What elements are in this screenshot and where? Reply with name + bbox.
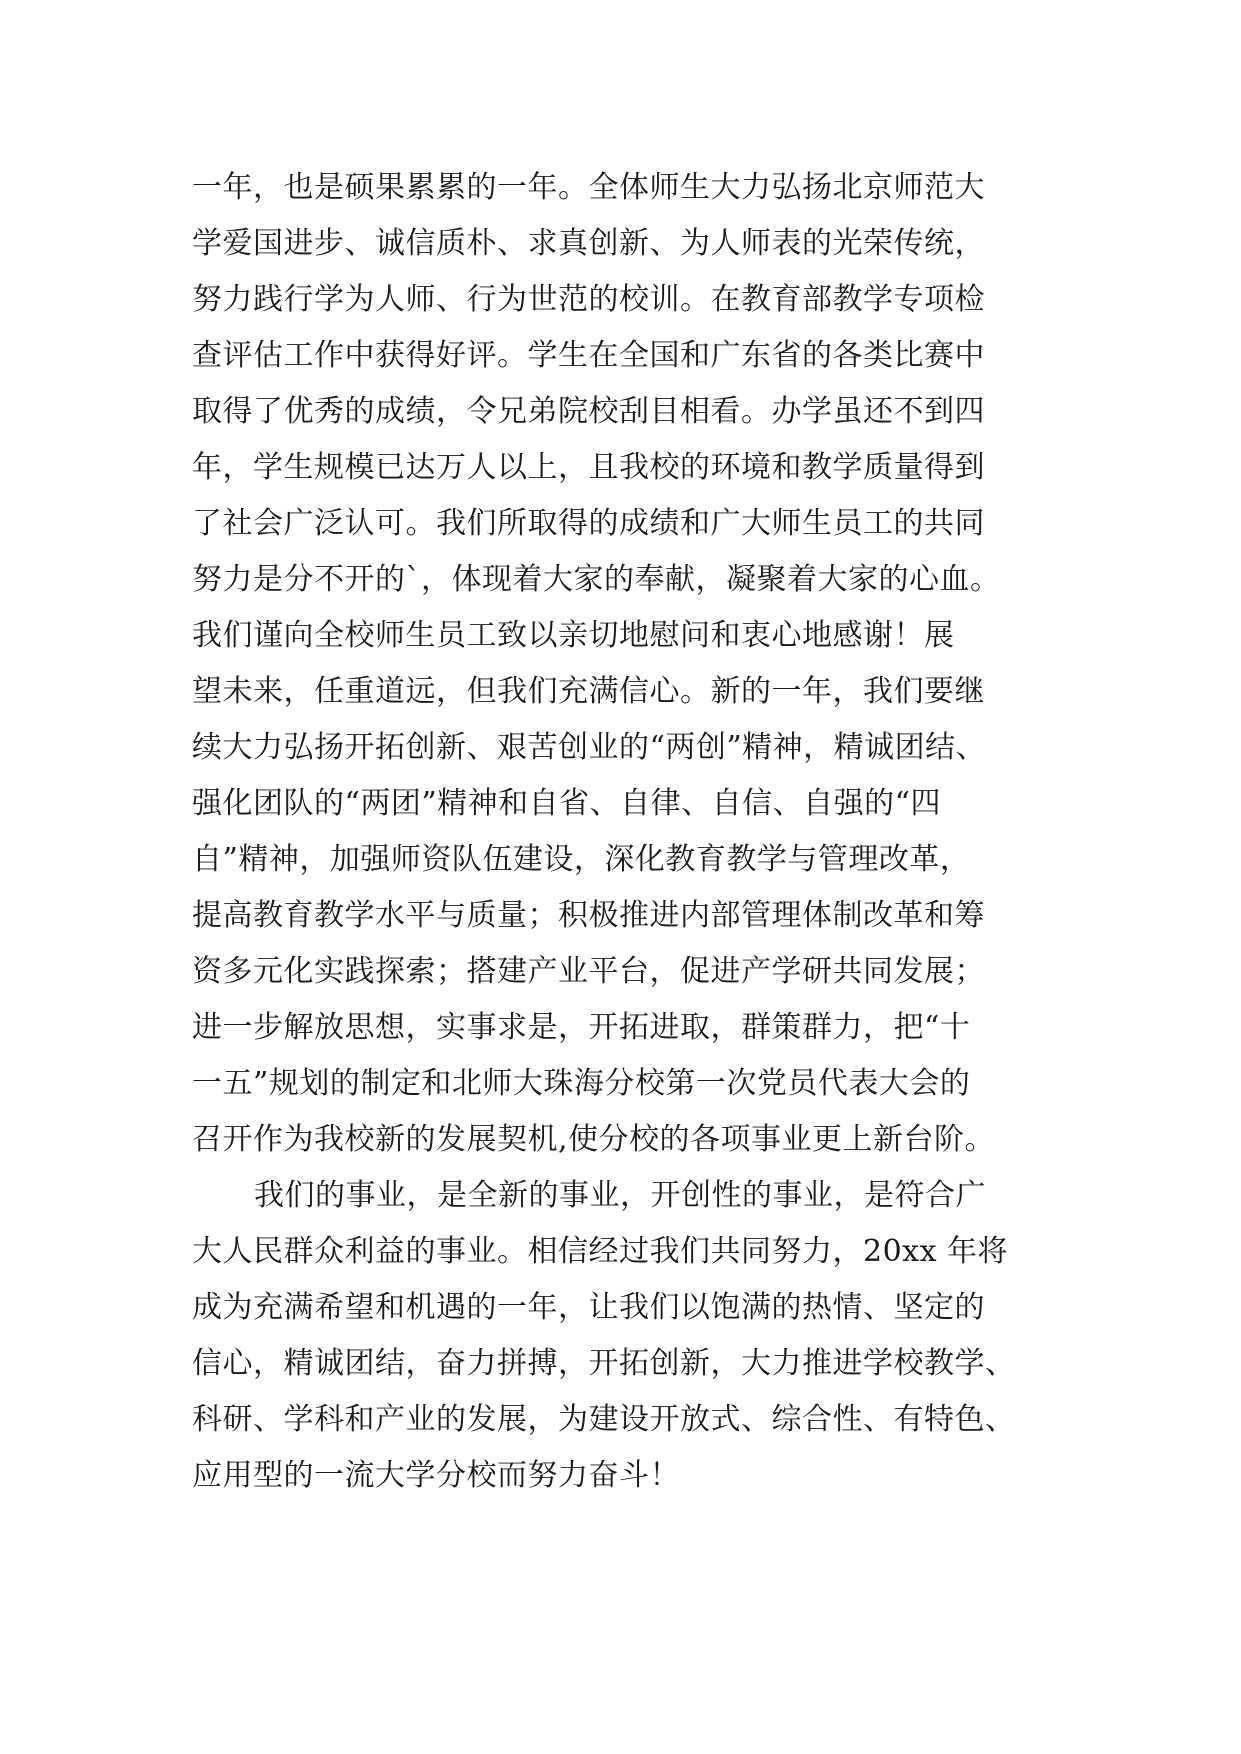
text-line: 一五”规划的制定和北师大珠海分校第一次党员代表大会的 <box>192 1066 971 1101</box>
text-line: 强化团队的“两团”精神和自省、自律、自信、自强的“四 <box>192 786 942 821</box>
text-line: 成为充满希望和机遇的一年，让我们以饱满的热情、坚定的 <box>192 1290 985 1325</box>
text-line: 我们谨向全校师生员工致以亲切地慰问和衷心地感谢！展 <box>192 618 955 653</box>
text-line: 大人民群众利益的事业。相信经过我们共同努力，20xx 年将 <box>192 1234 1009 1269</box>
text-line: 努力践行学为人师、行为世范的校训。在教育部教学专项检 <box>192 282 985 317</box>
text-line: 取得了优秀的成绩，令兄弟院校刮目相看。办学虽还不到四 <box>192 394 985 429</box>
text-line: 努力是分不开的`，体现着大家的奉献，凝聚着大家的心血。 <box>192 562 1001 597</box>
text-line: 召开作为我校新的发展契机,使分校的各项事业更上新台阶。 <box>192 1122 996 1157</box>
text-line: 应用型的一流大学分校而努力奋斗！ <box>192 1458 680 1493</box>
text-line: 年，学生规模已达万人以上，且我校的环境和教学质量得到 <box>192 450 985 485</box>
paragraph-2 <box>192 1168 1072 1504</box>
text-line: 望未来，任重道远，但我们充满信心。新的一年，我们要继 <box>192 674 985 709</box>
text-line: 资多元化实践探索；搭建产业平台，促进产学研共同发展； <box>192 954 985 989</box>
paragraph-1 <box>192 160 1072 1168</box>
text-line: 一年，也是硕果累累的一年。全体师生大力弘扬北京师范大 <box>192 170 985 205</box>
text-line: 提高教育教学水平与质量；积极推进内部管理体制改革和筹 <box>192 898 985 933</box>
text-line: 信心，精诚团结，奋力拼搏，开拓创新，大力推进学校教学、 <box>192 1346 1016 1381</box>
text-line: 查评估工作中获得好评。学生在全国和广东省的各类比赛中 <box>192 338 985 373</box>
text-line: 自”精神，加强师资队伍建设，深化教育教学与管理改革， <box>192 842 971 877</box>
text-line: 学爱国进步、诚信质朴、求真创新、为人师表的光荣传统， <box>192 226 985 261</box>
text-line: 了社会广泛认可。我们所取得的成绩和广大师生员工的共同 <box>192 506 985 541</box>
text-line: 科研、学科和产业的发展，为建设开放式、综合性、有特色、 <box>192 1402 1016 1437</box>
text-line: 续大力弘扬开拓创新、艰苦创业的“两创”精神，精诚团结、 <box>192 730 987 765</box>
text-line: 我们的事业，是全新的事业，开创性的事业，是符合广 <box>254 1178 986 1213</box>
document-body <box>192 160 1072 1504</box>
text-line: 进一步解放思想，实事求是，开拓进取，群策群力，把“十 <box>192 1010 971 1045</box>
